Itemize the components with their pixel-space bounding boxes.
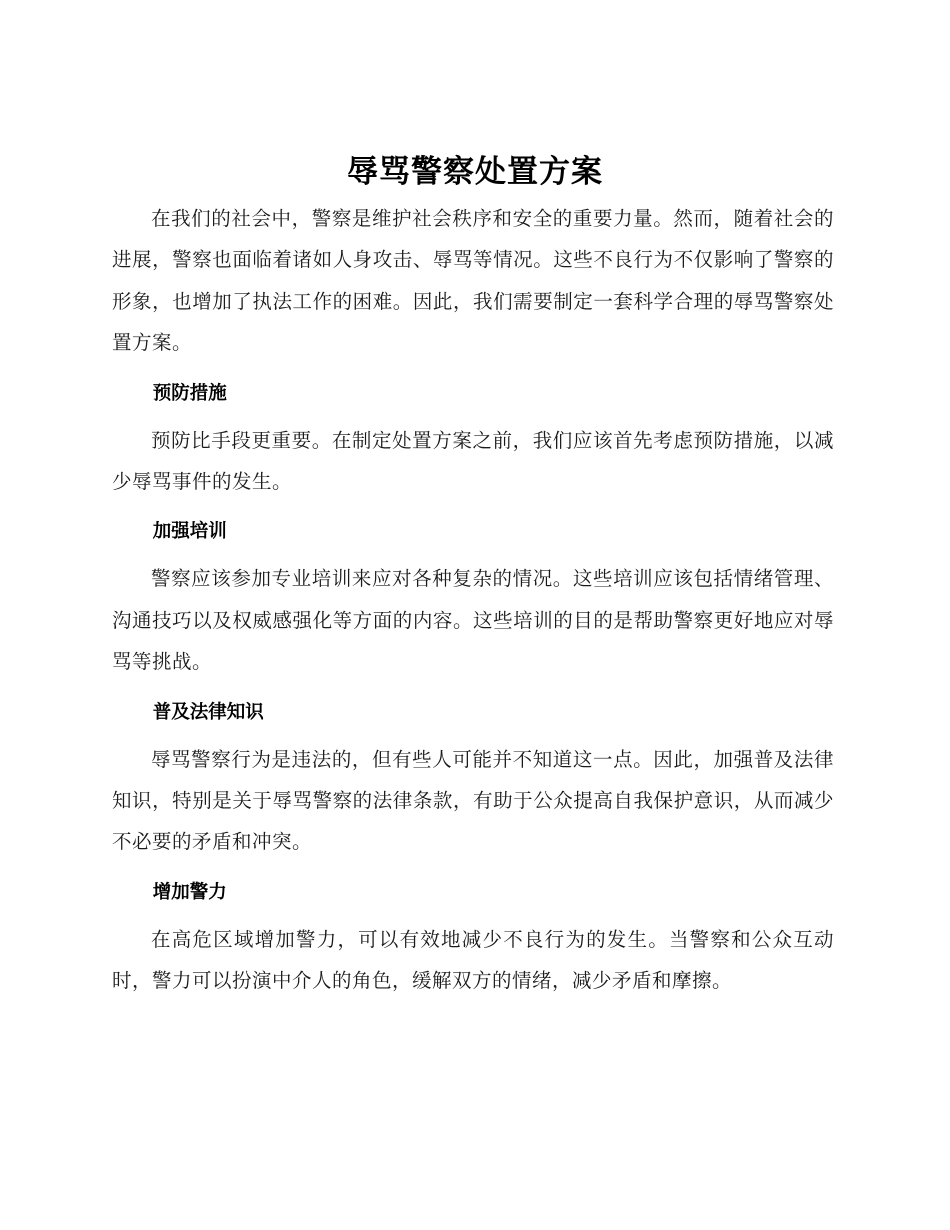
document-title: 辱骂警察处置方案 bbox=[347, 154, 603, 190]
section-heading-training: 加强培训 bbox=[152, 521, 227, 543]
section-heading-prevention: 预防措施 bbox=[152, 382, 227, 404]
intro-paragraph: 在我们的社会中，警察是维护社会秩序和安全的重要力量。然而，随着社会的进展，警察也面临着诸如人身攻击、辱骂等情况。这些不良行为不仅影响了警察的形象，也增加了执法工作的困难。因此，我们需要制定一套科学合理的辱骂警察处置方案。 bbox=[112, 207, 834, 355]
section-body-police-presence: 在高危区域增加警力，可以有效地减少不良行为的发生。当警察和公众互动时，警力可以扮演中介人的角色，缓解双方的情绪，减少矛盾和摩擦。 bbox=[112, 927, 834, 993]
document-body bbox=[112, 198, 834, 1002]
section-heading-police-presence: 增加警力 bbox=[152, 881, 227, 903]
section-body-legal-knowledge: 辱骂警察行为是违法的，但有些人可能并不知道这一点。因此，加强普及法律知识，特别是关于辱骂警察的法律条款，有助于公众提高自我保护意识，从而减少不必要的矛盾和冲突。 bbox=[112, 747, 834, 854]
section-body-training: 警察应该参加专业培训来应对各种复杂的情况。这些培训应该包括情绪管理、沟通技巧以及权威感强化等方面的内容。这些培训的目的是帮助警察更好地应对辱骂等挑战。 bbox=[112, 567, 834, 674]
section-body-prevention: 预防比手段更重要。在制定处置方案之前，我们应该首先考虑预防措施，以减少辱骂事件的发生。 bbox=[112, 428, 834, 494]
section-heading-legal-knowledge: 普及法律知识 bbox=[152, 701, 264, 723]
